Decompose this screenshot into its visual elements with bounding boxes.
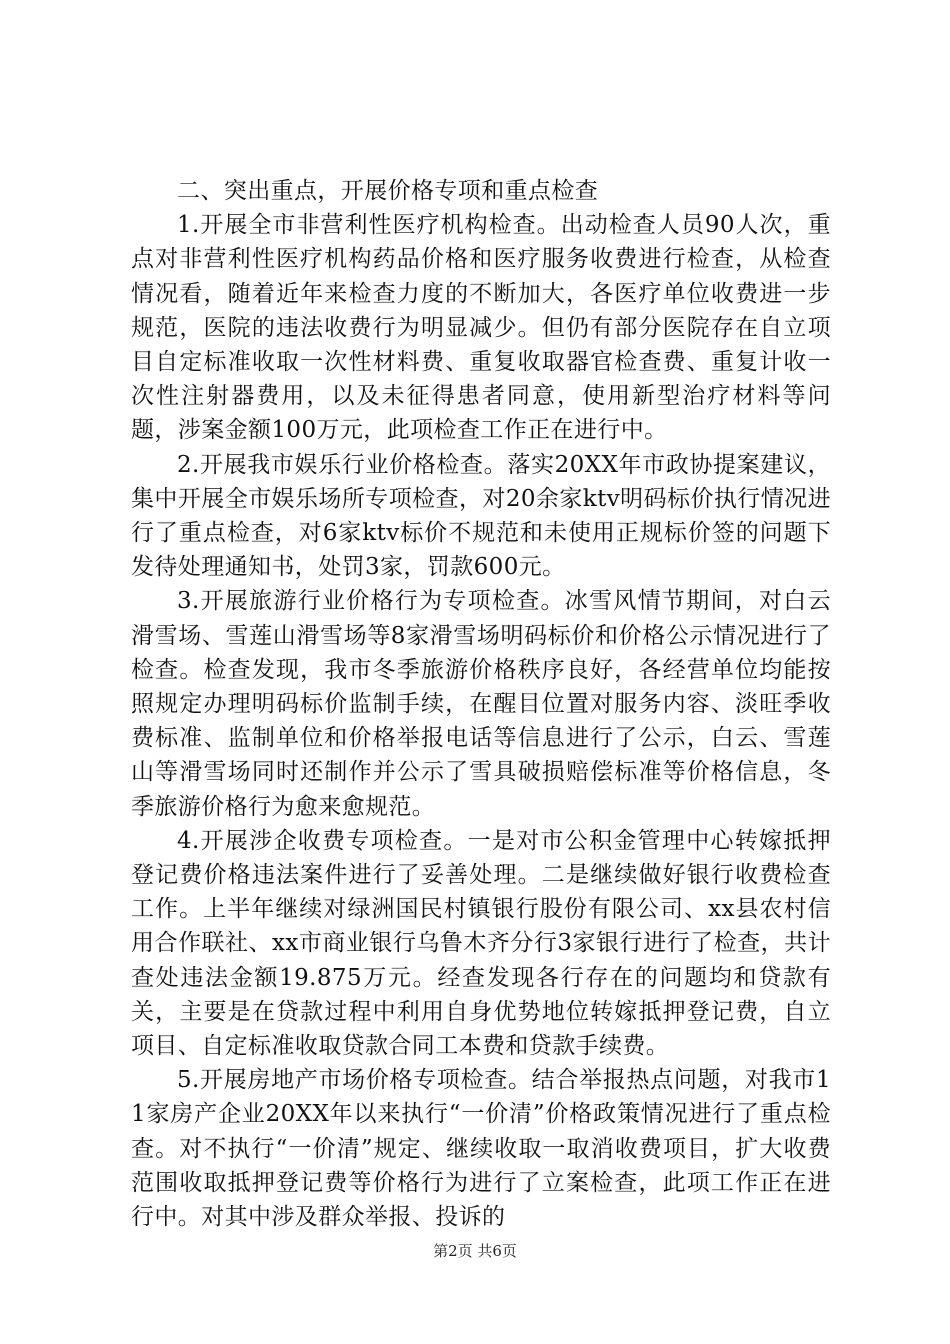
paragraph-entertainment-inspection: 2.开展我市娱乐行业价格检查。落实20XX年市政协提案建议，集中开展全市娱乐场所专项检查，对20余家ktv明码标价执行情况进行了重点检查，对6家ktv标价不规范和未使用正规标价签的问题下发待处理通知书，处罚3家，罚款600元。 [131,451,831,581]
paragraph-real-estate-inspection: 5.开展房地产市场价格专项检查。结合举报热点问题，对我市11家房产企业20XX年以来执行“一价清”价格政策情况进行了重点检查。对不执行“一价清”规定、继续收取一取消收费项目，扩大收费范围收取抵押登记费等价格行为进行了立案检查，此项工作正在进行中。对其中涉及群众举报、投诉的 [131,1067,831,1231]
paragraph-medical-inspection: 1.开展全市非营利性医疗机构检查。出动检查人员90人次，重点对非营利性医疗机构药品价格和医疗服务收费进行检查，从检查情况看，随着近年来检查力度的不断加大，各医疗单位收费进一步规范，医院的违法收费行为明显减少。但仍有部分医院存在自立项目自定标准收取一次性材料费、重复收取器官检查费、重复计收一次性注射器费用，以及未征得患者同意，使用新型治疗材料等问题，涉案金额100万元，此项检查工作正在进行中。 [131,212,831,444]
section-heading: 二、突出重点，开展价格专项和重点检查 [177,178,599,204]
paragraph-tourism-inspection: 3.开展旅游行业价格行为专项检查。冰雪风情节期间，对白云滑雪场、雪莲山滑雪场等8家滑雪场明码标价和价格公示情况进行了检查。检查发现，我市冬季旅游价格秩序良好，各经营单位均能按照规定办理明码标价监制手续，在醒目位置对服务内容、淡旺季收费标准、监制单位和价格举报电话等信息进行了公示，白云、雪莲山等滑雪场同时还制作并公示了雪具破损赔偿标准等价格信息，冬季旅游价格行为愈来愈规范。 [131,588,831,820]
paragraph-enterprise-fee-inspection: 4.开展涉企收费专项检查。一是对市公积金管理中心转嫁抵押登记费价格违法案件进行了妥善处理。二是继续做好银行收费检查工作。上半年继续对绿洲国民村镇银行股份有限公司、xx县农村信用合作联社、xx市商业银行乌鲁木齐分行3家银行进行了检查，共计查处违法金额19.875万元。经查发现各行存在的问题均和贷款有关，主要是在贷款过程中利用自身优势地位转嫁抵押登记费，自立项目、自定标准收取贷款合同工本费和贷款手续费。 [131,827,831,1060]
page-number-footer: 第2页 共6页 [433,1242,517,1260]
document-body [131,174,831,1234]
